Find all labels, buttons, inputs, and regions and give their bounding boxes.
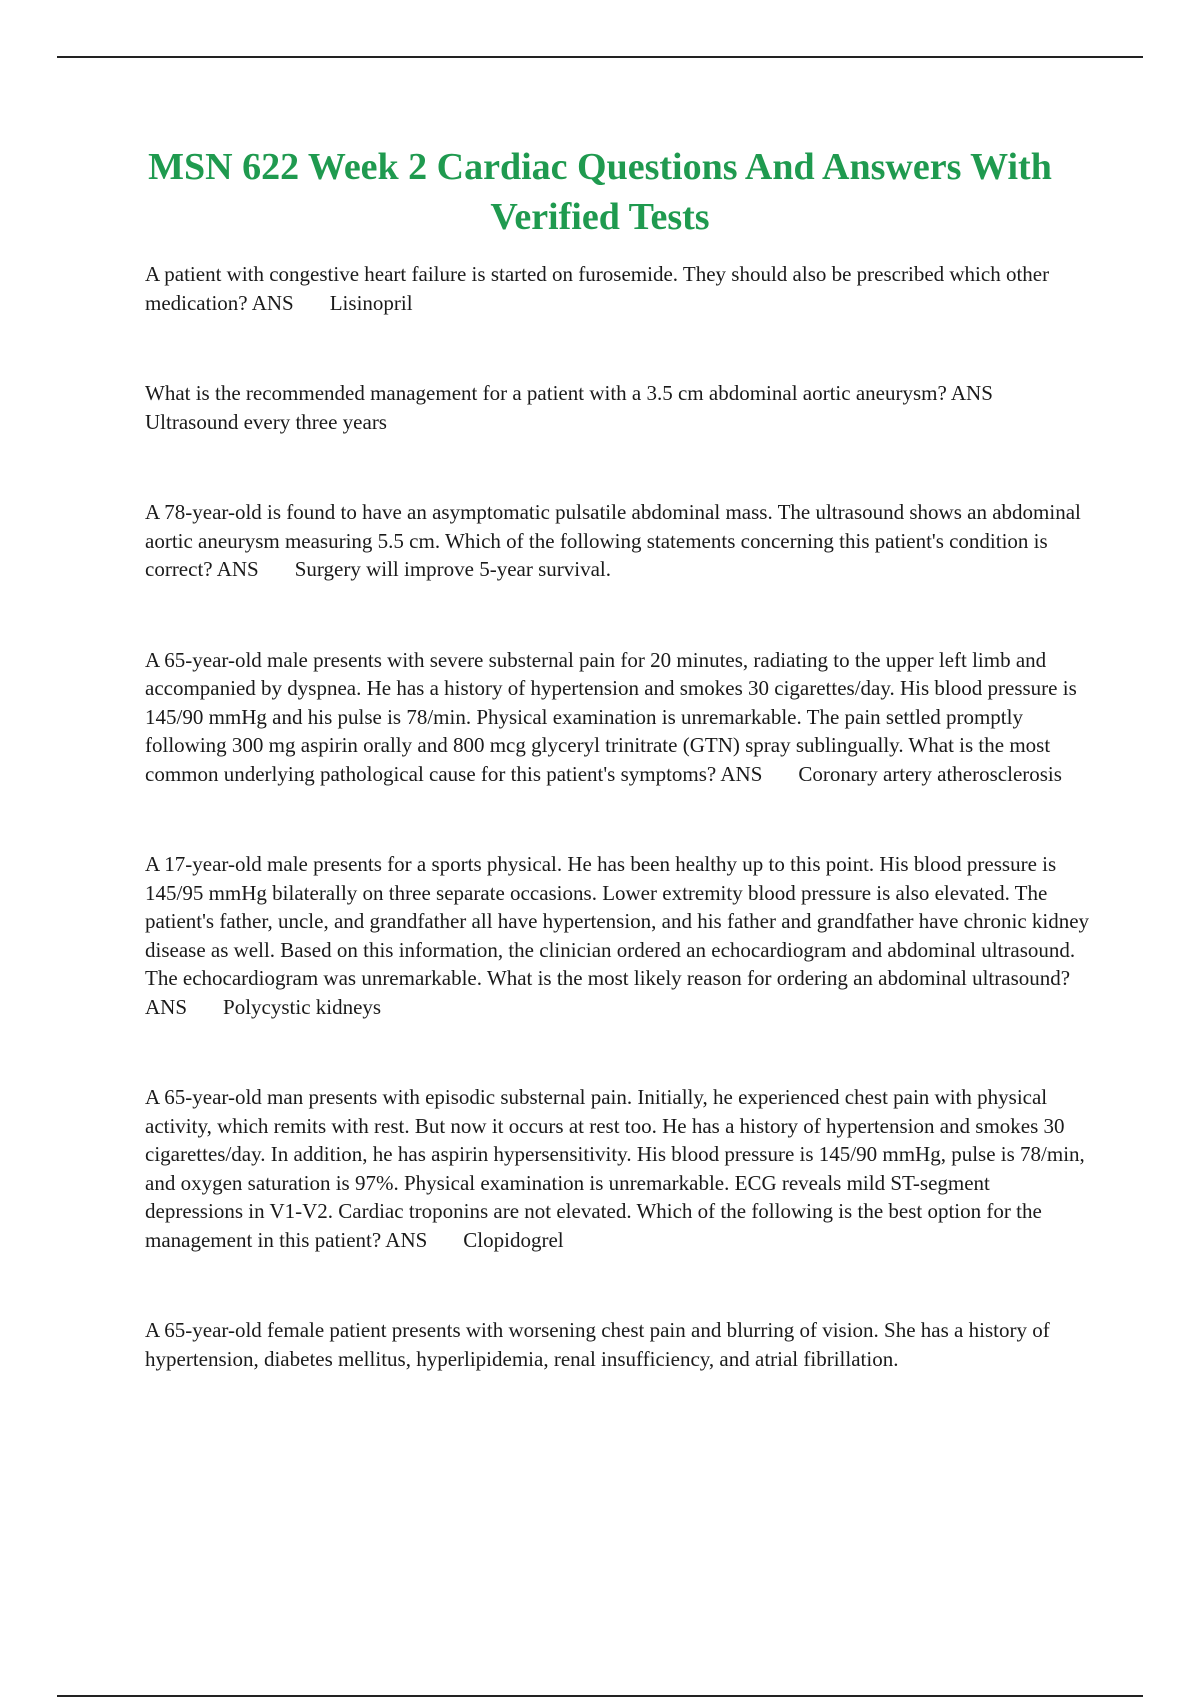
qa-list [145,260,1090,1435]
header-rule [57,56,1143,58]
question-text: A 17-year-old male presents for a sports physical. He has been healthy up to this point. His blood pressure is 145/95 mmHg bilaterally on three separate occasions. Lower extremity blood pressure is also elevated. The patient's father, uncle, and grandfather all have hypertension, and his father and grandfather have chronic kidney disease as well. Based on this information, the clinician ordered an echocardiogram and abdominal ultrasound. The echocardiogram was unremarkable. What is the most likely reason for ordering an abdominal ultrasound? [145,852,1090,990]
question-text: A 78-year-old is found to have an asymptomatic pulsatile abdominal mass. The ultrasound shows an abdominal aortic aneurysm measuring 5.5 cm. Which of the following statements concerning this patient's condition is correct? [145,500,1081,581]
qa-item [145,850,1090,1021]
qa-item [145,260,1090,317]
ans-label: ANS [385,1227,428,1252]
answer-text: Coronary artery atherosclerosis [798,761,1062,786]
answer-text: Ultrasound every three years [145,409,387,434]
document-title: MSN 622 Week 2 Cardiac Questions And Answers With Verified Tests [148,146,1052,238]
qa-item [145,646,1090,789]
qa-item [145,1316,1090,1373]
qa-item [145,498,1090,584]
answer-text: Surgery will improve 5-year survival. [294,557,612,581]
ans-label: ANS [720,761,763,786]
answer-text: Polycystic kidneys [223,994,382,1019]
question-text: A 65-year-old male presents with severe substernal pain for 20 minutes, radiating to the upper left limb and accompanied by dyspnea. He has a history of hypertension and smokes 30 cigarettes/day. His blood pressure is 145/90 mmHg and his pulse is 78/min. Physical examination is unremarkable. The pain settled promptly following 300 mg aspirin orally and 800 mcg glyceryl trinitrate (GTN) spray sublingually. What is the most common underlying pathological cause for this patient's symptoms? [145,647,1077,786]
ans-label: ANS [145,994,188,1019]
ans-label: ANS [251,290,294,315]
question-text: What is the recommended management for a patient with a 3.5 cm abdominal aortic aneurysm? [145,381,947,405]
footer-rule [57,1695,1143,1697]
ans-label: ANS [216,557,259,581]
question-text: A 65-year-old man presents with episodic substernal pain. Initially, he experienced chest pain with physical activity, which remits with rest. But now it occurs at rest too. He has a history of hypertension and smokes 30 cigarettes/day. In addition, he has aspirin hypersensitivity. His blood pressure is 145/90 mmHg, pulse is 78/min, and oxygen saturation is 97%. Physical examination is unremarkable. ECG reveals mild ST-segment depressions in V1-V2. Cardiac troponins are not elevated. Which of the following is the best option for the management in this patient? [145,1085,1085,1252]
answer-text: Lisinopril [329,290,413,315]
answer-text: Clopidogrel [463,1227,564,1252]
qa-item [145,1083,1090,1254]
qa-item [145,379,1090,436]
question-text: A patient with congestive heart failure is started on furosemide. They should also be prescribed which other medication? [145,262,1050,315]
ans-label: ANS [950,381,993,405]
question-text: A 65-year-old female patient presents with worsening chest pain and blurring of vision. She has a history of hypertension, diabetes mellitus, hyperlipidemia, renal insufficiency, and atrial fibrillation. [145,1318,1050,1371]
